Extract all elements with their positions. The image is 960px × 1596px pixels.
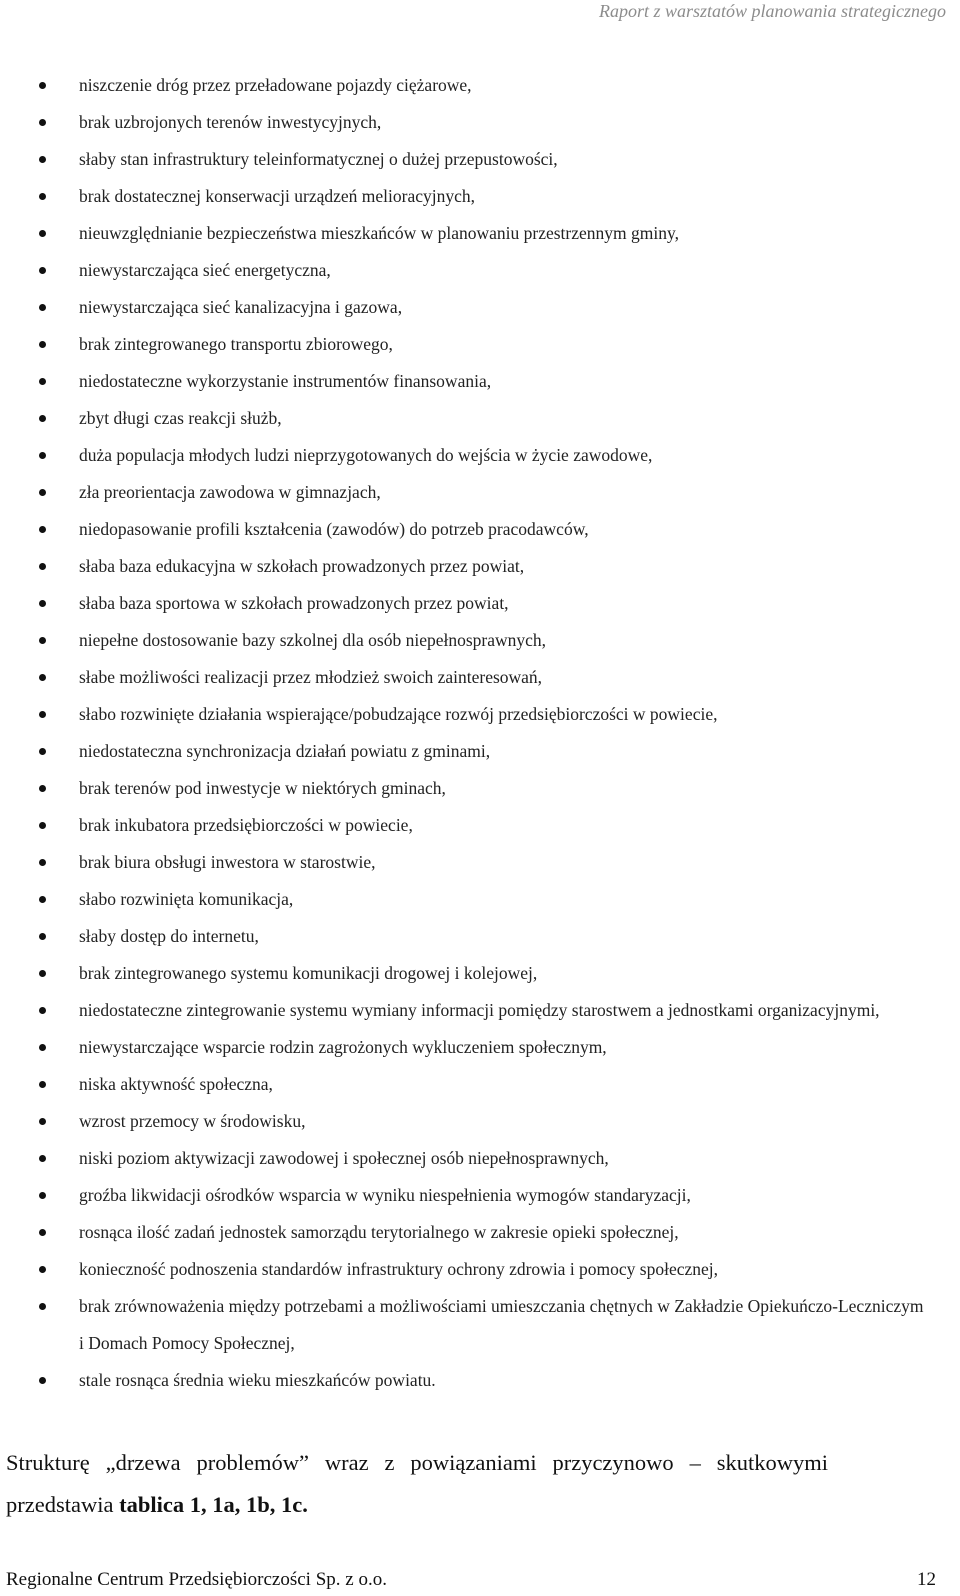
- list-item-text: niszczenie dróg przez przeładowane pojazdy ciężarowe,: [79, 75, 472, 95]
- bullet-icon: [39, 341, 46, 348]
- list-item: [0, 252, 930, 289]
- list-item-text: brak terenów pod inwestycje w niektórych gminach,: [79, 778, 446, 798]
- summary-text: Strukturę „drzewa problemów” wraz z powiązaniami przyczynowo – skutkowymi przedstawia: [6, 1450, 828, 1517]
- list-item-text: konieczność podnoszenia standardów infrastruktury ochrony zdrowia i pomocy społecznej,: [79, 1259, 719, 1279]
- bullet-icon: [39, 785, 46, 792]
- bullet-icon: [39, 1303, 46, 1310]
- summary-paragraph: [6, 1442, 828, 1526]
- bullet-icon: [39, 82, 46, 89]
- list-item-text: rosnąca ilość zadań jednostek samorządu terytorialnego w zakresie opieki społecznej,: [79, 1222, 679, 1242]
- list-item: [0, 1177, 930, 1214]
- bullet-icon: [39, 748, 46, 755]
- list-item: [0, 844, 930, 881]
- list-item: [0, 881, 930, 918]
- list-item-text: niepełne dostosowanie bazy szkolnej dla osób niepełnosprawnych,: [79, 630, 547, 650]
- bullet-icon: [39, 1229, 46, 1236]
- list-item: [0, 1251, 930, 1288]
- bullet-icon: [39, 119, 46, 126]
- running-header: Raport z warsztatów planowania strategicznego: [598, 1, 946, 21]
- bullet-icon: [39, 1081, 46, 1088]
- list-item: [0, 659, 930, 696]
- list-item: [0, 733, 930, 770]
- list-item-text: brak zintegrowanego systemu komunikacji drogowej i kolejowej,: [79, 963, 538, 983]
- page-number: 12: [917, 1569, 936, 1590]
- list-item: [0, 1288, 930, 1362]
- list-item: [0, 1029, 930, 1066]
- list-item-text: nieuwzględnianie bezpieczeństwa mieszkańców w planowaniu przestrzennym gminy,: [79, 223, 679, 243]
- page-footer: [6, 1568, 936, 1592]
- bullet-icon: [39, 304, 46, 311]
- bullet-icon: [39, 489, 46, 496]
- bullet-icon: [39, 415, 46, 422]
- list-item-text: niewystarczająca sieć kanalizacyjna i gazowa,: [79, 297, 403, 317]
- list-item: [0, 363, 930, 400]
- list-item-text: brak inkubatora przedsiębiorczości w powiecie,: [79, 815, 413, 835]
- list-item: [0, 141, 930, 178]
- list-item-text: niewystarczające wsparcie rodzin zagrożonych wykluczeniem społecznym,: [79, 1037, 607, 1057]
- bullet-icon: [39, 526, 46, 533]
- bullet-icon: [39, 896, 46, 903]
- list-item-text: brak zintegrowanego transportu zbiorowego,: [79, 334, 393, 354]
- footer-organization: Regionalne Centrum Przedsiębiorczości Sp. z o.o.: [6, 1569, 387, 1590]
- bullet-icon: [39, 822, 46, 829]
- bullet-icon: [39, 933, 46, 940]
- list-item: [0, 807, 930, 844]
- bullet-icon: [39, 1044, 46, 1051]
- list-item: [0, 511, 930, 548]
- list-item-text: słabo rozwinięte działania wspierające/pobudzające rozwój przedsiębiorczości w powiecie,: [79, 704, 718, 724]
- list-item: [0, 178, 930, 215]
- list-item-text: niedostateczne zintegrowanie systemu wymiany informacji pomiędzy starostwem a jednostkami organizacyjnymi,: [79, 1000, 880, 1020]
- bullet-icon: [39, 193, 46, 200]
- bullet-icon: [39, 1007, 46, 1014]
- problem-list: [0, 67, 930, 1399]
- bullet-icon: [39, 1155, 46, 1162]
- bullet-icon: [39, 378, 46, 385]
- list-item: [0, 1103, 930, 1140]
- list-item-text: słaba baza sportowa w szkołach prowadzonych przez powiat,: [79, 593, 509, 613]
- bullet-icon: [39, 563, 46, 570]
- list-item: [0, 770, 930, 807]
- bullet-icon: [39, 600, 46, 607]
- list-item: [0, 289, 930, 326]
- list-item-text: zbyt długi czas reakcji służb,: [79, 408, 282, 428]
- bullet-icon: [39, 711, 46, 718]
- bullet-icon: [39, 1377, 46, 1384]
- bullet-icon: [39, 674, 46, 681]
- list-item-text: stale rosnąca średnia wieku mieszkańców powiatu.: [79, 1370, 436, 1390]
- list-item: [0, 1140, 930, 1177]
- list-item-text: niedostateczna synchronizacja działań powiatu z gminami,: [79, 741, 491, 761]
- list-item-text: wzrost przemocy w środowisku,: [79, 1111, 306, 1131]
- list-item: [0, 622, 930, 659]
- bullet-icon: [39, 230, 46, 237]
- list-item-text: duża populacja młodych ludzi nieprzygotowanych do wejścia w życie zawodowe,: [79, 445, 653, 465]
- summary-table-reference: tablica 1, 1a, 1b, 1c.: [119, 1492, 308, 1517]
- list-item: [0, 215, 930, 252]
- list-item: [0, 1066, 930, 1103]
- list-item: [0, 67, 930, 104]
- list-item-text: słaby stan infrastruktury teleinformatycznej o dużej przepustowości,: [79, 149, 558, 169]
- list-item-text: niski poziom aktywizacji zawodowej i społecznej osób niepełnosprawnych,: [79, 1148, 609, 1168]
- bullet-icon: [39, 859, 46, 866]
- list-item-text: niewystarczająca sieć energetyczna,: [79, 260, 331, 280]
- bullet-icon: [39, 267, 46, 274]
- list-item-text: brak biura obsługi inwestora w starostwie,: [79, 852, 376, 872]
- list-item: [0, 992, 930, 1029]
- list-item: [0, 104, 930, 141]
- list-item-text: słaba baza edukacyjna w szkołach prowadzonych przez powiat,: [79, 556, 525, 576]
- list-item-text: niedopasowanie profili kształcenia (zawodów) do potrzeb pracodawców,: [79, 519, 589, 539]
- bullet-icon: [39, 1118, 46, 1125]
- list-item: [0, 548, 930, 585]
- list-item: [0, 585, 930, 622]
- list-item: [0, 1362, 930, 1399]
- list-item-text: groźba likwidacji ośrodków wsparcia w wyniku niespełnienia wymogów standaryzacji,: [79, 1185, 691, 1205]
- list-item-text: brak dostatecznej konserwacji urządzeń melioracyjnych,: [79, 186, 475, 206]
- bullet-icon: [39, 452, 46, 459]
- list-item: [0, 696, 930, 733]
- list-item-text: niska aktywność społeczna,: [79, 1074, 273, 1094]
- list-item-text: słabo rozwinięta komunikacja,: [79, 889, 294, 909]
- bullet-icon: [39, 1266, 46, 1273]
- list-item-text: zła preorientacja zawodowa w gimnazjach,: [79, 482, 381, 502]
- list-item: [0, 437, 930, 474]
- list-item-text: niedostateczne wykorzystanie instrumentów finansowania,: [79, 371, 492, 391]
- list-item-text: słabe możliwości realizacji przez młodzież swoich zainteresowań,: [79, 667, 543, 687]
- list-item-text: brak zrównoważenia między potrzebami a możliwościami umieszczania chętnych w Zakładzie Opiekuńczo-Leczniczym i Domach Pomocy Społecznej,: [79, 1296, 924, 1353]
- list-item: [0, 955, 930, 992]
- list-item: [0, 326, 930, 363]
- list-item-text: słaby dostęp do internetu,: [79, 926, 259, 946]
- list-item: [0, 1214, 930, 1251]
- bullet-icon: [39, 156, 46, 163]
- list-item: [0, 918, 930, 955]
- bullet-icon: [39, 1192, 46, 1199]
- list-item: [0, 400, 930, 437]
- list-item-text: brak uzbrojonych terenów inwestycyjnych,: [79, 112, 382, 132]
- list-item: [0, 474, 930, 511]
- bullet-icon: [39, 637, 46, 644]
- bullet-icon: [39, 970, 46, 977]
